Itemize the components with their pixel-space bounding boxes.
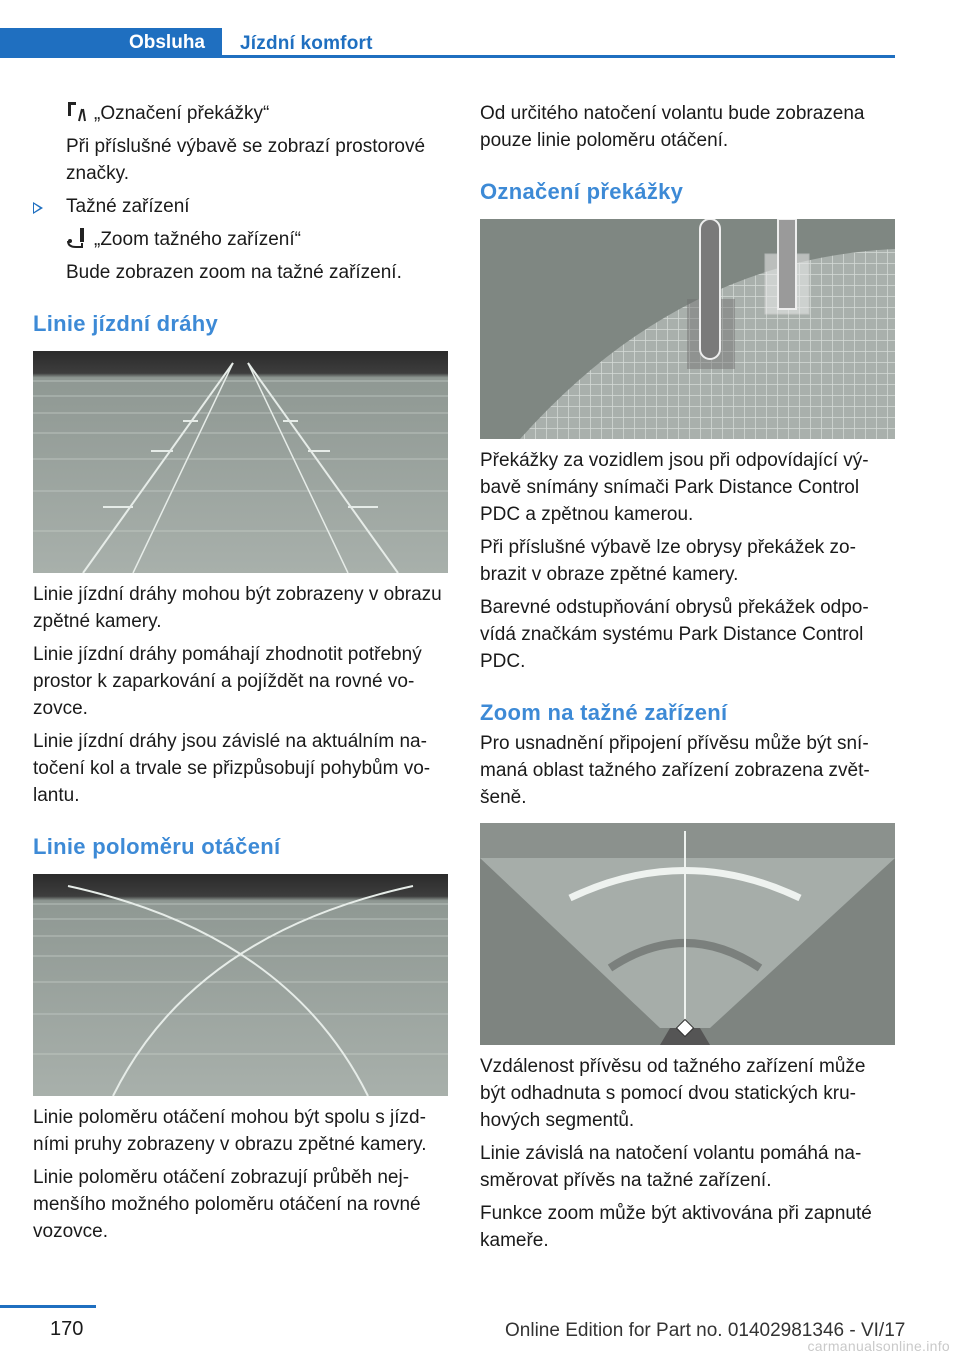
obstacle-marking-desc: Při příslušné výbavě se zobrazí prostorové značky.: [66, 136, 426, 184]
hitch-zoom-para-3: Linie závislá na natočení volantu pomáhá nasměrovat přívěs na tažné zařízení.: [480, 1143, 862, 1191]
heading-hitch-zoom: Zoom na tažné zařízení: [480, 700, 728, 725]
obstacle-para-2: Při příslušné výbavě lze obrysy překážek zobrazit v obraze zpětné kamery.: [480, 537, 856, 585]
right-column: [480, 100, 895, 1260]
figure-obstacle-marking: [480, 219, 895, 439]
hitch-zoom-para-4: Funkce zoom může být aktivována při zapnuté kameře.: [480, 1203, 872, 1251]
obstacle-marking-label: „Označení překážky“: [94, 103, 270, 124]
heading-obstacle-marking: Označení překážky: [480, 179, 684, 204]
heading-turning-radius: Linie poloměru otáčení: [33, 834, 281, 859]
driving-lines-para-2: Linie jízdní dráhy pomáhají zhodnotit potřebný prostor k zaparkování a pojíždět na rovné vozovce.: [33, 644, 422, 719]
header-tabs: [0, 28, 895, 58]
bullet-tow-hitch-label: Tažné zařízení: [66, 196, 190, 217]
hitch-zoom-para-1: Pro usnadnění připojení přívěsu může být snímaná oblast tažného zařízení zobrazena zvětšeně.: [480, 733, 870, 808]
bullet-tow-hitch: [33, 193, 448, 220]
heading-driving-lines: Linie jízdní dráhy: [33, 311, 219, 336]
hitch-zoom-icon: [66, 227, 88, 249]
obstacle-marking-item: [33, 100, 448, 127]
hitch-zoom-item: [33, 226, 448, 253]
driving-lines-para-3: Linie jízdní dráhy jsou závislé na aktuálním natočení kol a trvale se přizpůsobují pohybům volantu.: [33, 731, 431, 806]
footer-rule: [0, 1305, 96, 1308]
hitch-zoom-desc: Bude zobrazen zoom na tažné zařízení.: [66, 262, 402, 283]
tab-obsluha[interactable]: Obsluha: [0, 28, 222, 58]
obstacle-para-3: Barevné odstupňování obrysů překážek odpovídá značkám systému Park Distance Control PDC.: [480, 597, 869, 672]
figure-driving-lines: [33, 351, 448, 573]
header-rule: [0, 55, 895, 58]
turning-radius-para-1: Linie poloměru otáčení mohou být spolu s jízdními pruhy zobrazeny v obrazu zpětné kamery.: [33, 1107, 427, 1155]
tab-jizdni-komfort[interactable]: Jízdní komfort: [240, 33, 373, 54]
page-number: 170: [50, 1318, 84, 1340]
turning-radius-para-2: Linie poloměru otáčení zobrazují průběh nejmenšího možného poloměru otáčení na rovné vozovce.: [33, 1167, 421, 1242]
left-column: [33, 100, 448, 1251]
turning-radius-para-3: Od určitého natočení volantu bude zobrazena pouze linie poloměru otáčení.: [480, 103, 865, 151]
figure-hitch-zoom: [480, 823, 895, 1045]
hitch-zoom-label: „Zoom tažného zařízení“: [94, 229, 301, 250]
driving-lines-para-1: Linie jízdní dráhy mohou být zobrazeny v obrazu zpětné kamery.: [33, 584, 442, 632]
figure-turning-radius: [33, 874, 448, 1096]
bullet-triangle-icon: [33, 202, 43, 214]
edition-note: Online Edition for Part no. 01402981346 - VI/17: [505, 1320, 906, 1341]
obstacle-para-1: Překážky za vozidlem jsou při odpovídající výbavě snímány snímači Park Distance Control PDC a zpětnou kamerou.: [480, 450, 869, 525]
hitch-zoom-para-2: Vzdálenost přívěsu od tažného zařízení může být odhadnuta s pomocí dvou statických kruhových segmentů.: [480, 1056, 866, 1131]
watermark: carmanualsonline.info: [807, 1338, 950, 1354]
obstacle-marking-icon: [66, 101, 88, 123]
